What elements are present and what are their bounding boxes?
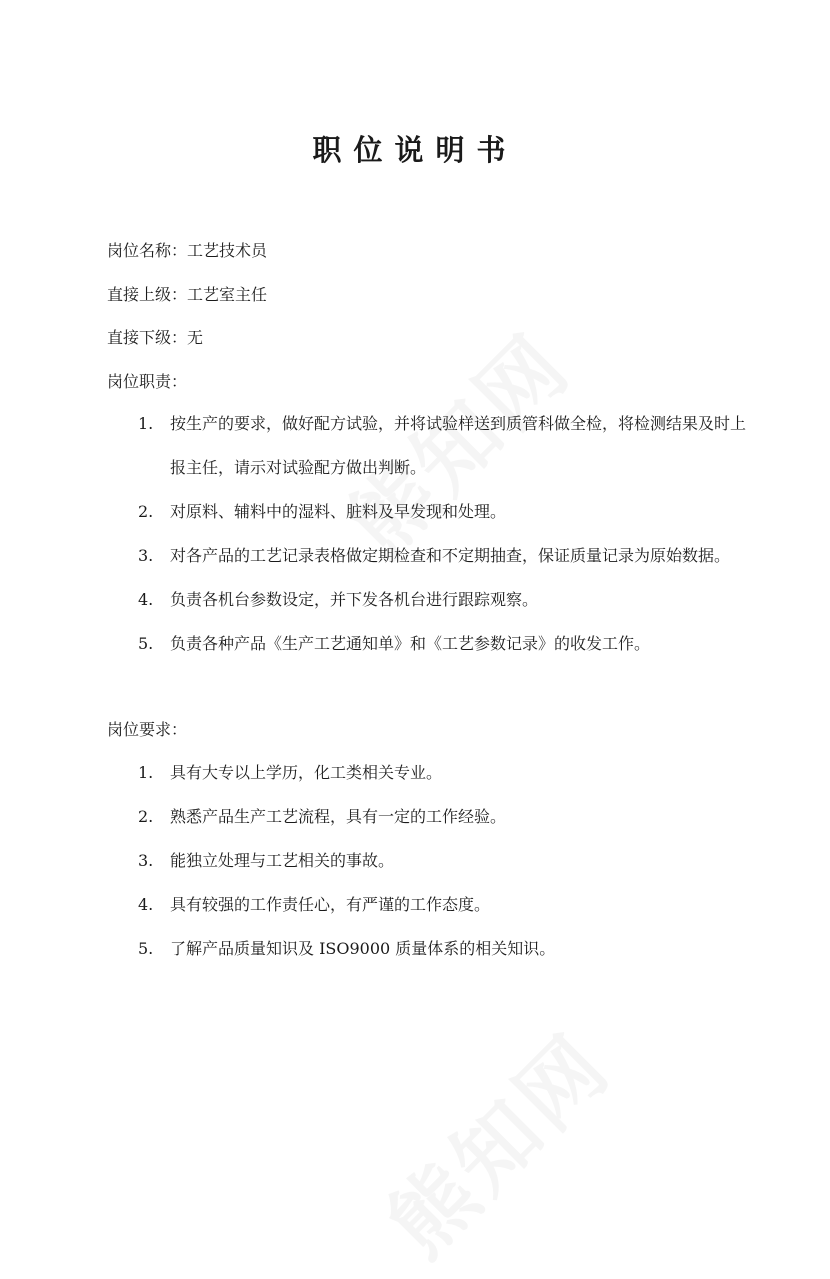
list-item	[107, 927, 747, 971]
requirements-list	[107, 751, 747, 971]
list-item-number: 2.	[138, 807, 154, 826]
duties-list	[107, 402, 747, 666]
list-item-text: 了解产品质量知识及 ISO9000 质量体系的相关知识。	[170, 939, 556, 958]
list-item-text: 具有较强的工作责任心，有严谨的工作态度。	[170, 895, 491, 914]
field-direct-superior: 直接上级：工艺室主任	[107, 285, 268, 304]
duties-heading: 岗位职责：	[107, 372, 188, 391]
list-item	[107, 883, 747, 927]
list-item-number: 4.	[138, 590, 154, 609]
field-position-name: 岗位名称：工艺技术员	[107, 241, 268, 260]
list-item-text: 能独立处理与工艺相关的事故。	[170, 851, 395, 870]
list-item-text: 熟悉产品生产工艺流程，具有一定的工作经验。	[170, 807, 507, 826]
list-item	[107, 534, 747, 578]
list-item-number: 1.	[138, 763, 154, 782]
list-item	[107, 795, 747, 839]
list-item	[107, 839, 747, 883]
list-item-text: 具有大专以上学历，化工类相关专业。	[170, 763, 443, 782]
list-item-text: 负责各机台参数设定，并下发各机台进行跟踪观察。	[170, 590, 539, 609]
list-item-number: 5.	[138, 939, 154, 958]
page-title: 职位说明书	[312, 133, 518, 167]
list-item-number: 5.	[138, 634, 154, 653]
list-item-number: 4.	[138, 895, 154, 914]
field-direct-subordinate: 直接下级：无	[107, 328, 204, 347]
list-item	[107, 402, 747, 490]
list-item	[107, 751, 747, 795]
list-item-text: 按生产的要求，做好配方试验，并将试验样送到质管科做全检，将检测结果及时上报主任，请示对试验配方做出判断。	[170, 414, 747, 477]
list-item-number: 3.	[138, 851, 154, 870]
watermark	[357, 1002, 633, 1278]
list-item-text: 对原料、辅料中的湿料、脏料及早发现和处理。	[170, 502, 507, 521]
list-item-text: 负责各种产品《生产工艺通知单》和《工艺参数记录》的收发工作。	[170, 634, 651, 653]
list-item-number: 1.	[138, 414, 154, 433]
list-item-text: 对各产品的工艺记录表格做定期检查和不定期抽查，保证质量记录为原始数据。	[170, 546, 731, 565]
list-item	[107, 578, 747, 622]
list-item	[107, 622, 747, 666]
list-item-number: 3.	[138, 546, 154, 565]
requirements-heading: 岗位要求：	[107, 720, 188, 739]
list-item-number: 2.	[138, 502, 154, 521]
list-item	[107, 490, 747, 534]
